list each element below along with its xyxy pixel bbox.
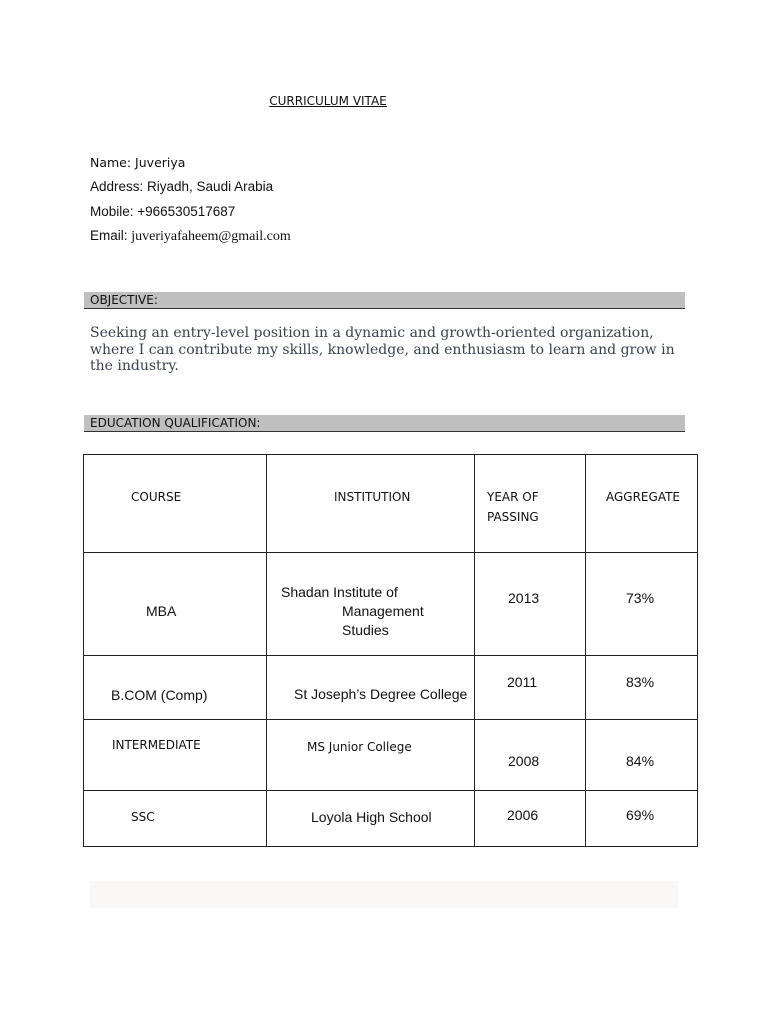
header-cell-year	[475, 455, 586, 553]
year-cell: 2013	[508, 590, 540, 606]
column-header-course: COURSE	[131, 490, 182, 504]
objective-header: OBJECTIVE:	[84, 292, 685, 309]
course-cell: INTERMEDIATE	[112, 738, 201, 752]
column-header-year-line1: YEAR OF	[487, 490, 539, 504]
header-cell-aggregate	[586, 455, 698, 553]
mobile-line: Mobile: +966530517687	[90, 204, 236, 219]
course-cell: MBA	[146, 603, 177, 619]
table-row	[84, 553, 698, 656]
email-label: Email:	[90, 228, 132, 243]
aggregate-cell: 69%	[626, 807, 655, 823]
column-header-institution: INSTITUTION	[334, 490, 411, 504]
column-header-aggregate: AGGREGATE	[606, 490, 681, 504]
institution-cell-line2: Management	[342, 603, 424, 619]
header-cell-course	[84, 455, 267, 553]
institution-cell-line3: Studies	[342, 622, 389, 638]
course-cell: B.COM (Comp)	[111, 687, 208, 703]
objective-text: Seeking an entry-level position in a dynamic and growth-oriented organization, where I can contribute my skills, knowledge, and enthusiasm to learn and grow in the industry.	[90, 325, 675, 374]
email-value: juveriyafaheem@gmail.com	[131, 229, 291, 244]
institution-cell: MS Junior College	[307, 740, 412, 754]
footer-band	[90, 881, 678, 908]
table-row	[84, 656, 698, 720]
name-line: Name: Juveriya	[90, 155, 186, 170]
address-line: Address: Riyadh, Saudi Arabia	[90, 179, 274, 194]
year-cell: 2011	[507, 674, 538, 690]
course-cell: SSC	[131, 810, 155, 824]
table-header-row	[84, 455, 698, 553]
institution-cell-line1: Shadan Institute of	[281, 584, 398, 600]
institution-cell: St Joseph’s Degree College	[294, 686, 468, 702]
document-title: CURRICULUM VITAE	[269, 94, 387, 108]
year-cell: 2008	[508, 753, 540, 769]
table-row	[84, 720, 698, 791]
education-table	[83, 454, 698, 847]
aggregate-cell: 83%	[626, 674, 655, 690]
aggregate-cell: 84%	[626, 753, 655, 769]
column-header-year-line2: PASSING	[487, 510, 539, 524]
email-line	[90, 228, 291, 245]
header-cell-institution	[267, 455, 475, 553]
aggregate-cell: 73%	[626, 590, 655, 606]
table-row	[84, 791, 698, 847]
education-header: EDUCATION QUALIFICATION:	[84, 415, 685, 432]
institution-cell: Loyola High School	[311, 809, 432, 825]
year-cell: 2006	[507, 807, 539, 823]
